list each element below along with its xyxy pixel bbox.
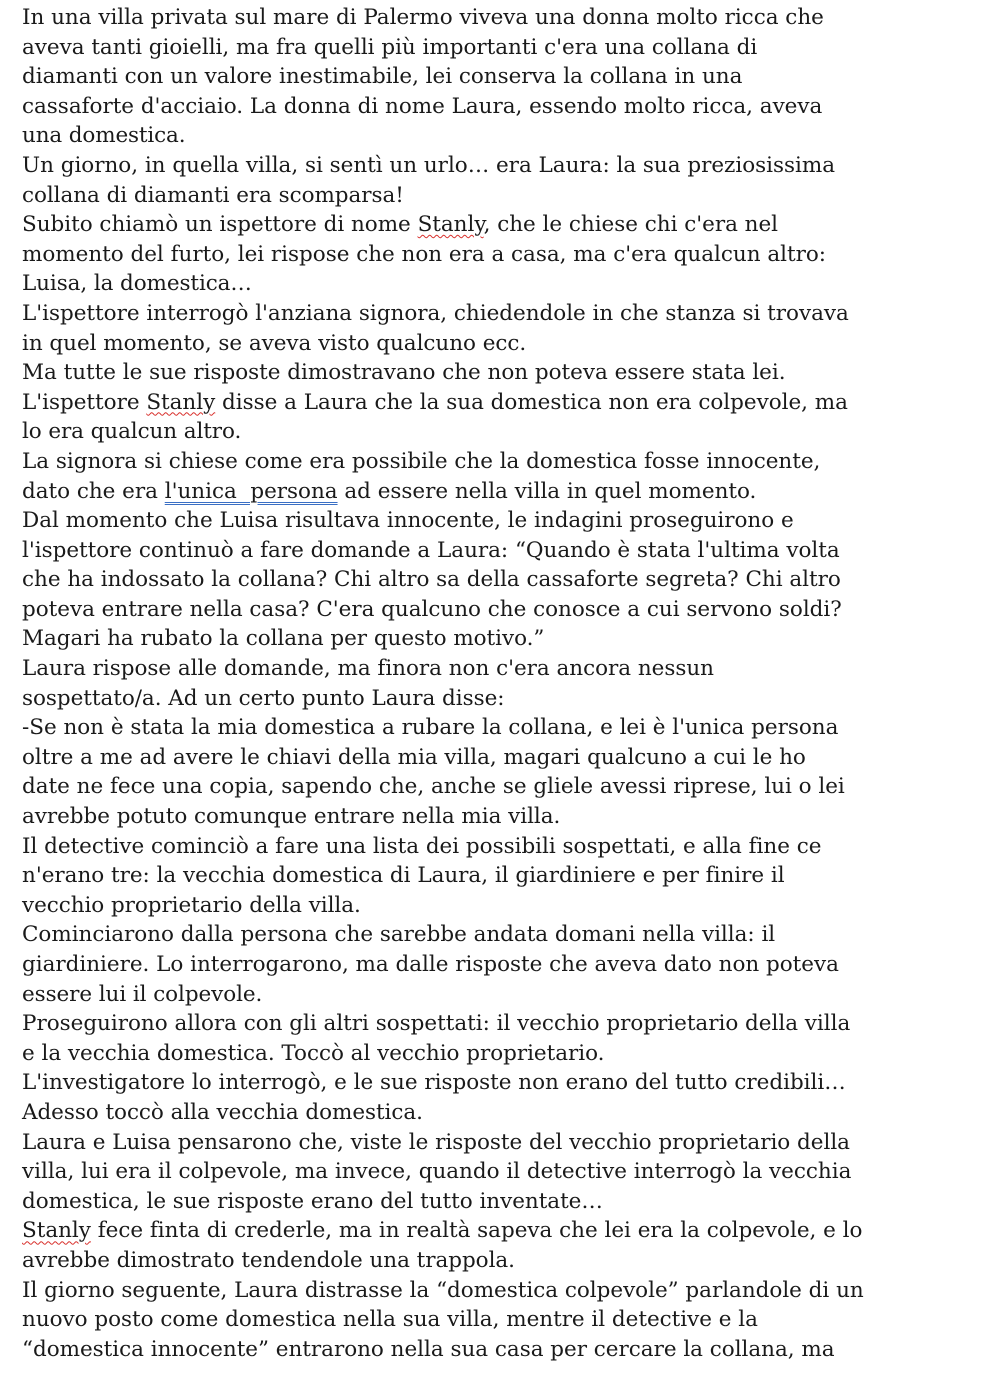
text-run: date ne fece una copia, sapendo che, anche se gliele avessi riprese, lui o lei	[22, 774, 845, 800]
text-run: una domestica.	[22, 123, 186, 149]
text-run: “domestica innocente” entrarono nella sua casa per cercare la collana, ma	[22, 1336, 835, 1362]
spelling-error-word: Stanly	[146, 389, 216, 415]
text-run: , che le chiese chi c'era nel	[483, 212, 779, 238]
text-run: dato che era	[22, 478, 165, 504]
text-line	[22, 624, 992, 654]
text-line	[22, 477, 992, 507]
text-line	[22, 1157, 992, 1187]
text-run: essere lui il colpevole.	[22, 981, 263, 1007]
grammar-flag-phrase: l'unica persona	[164, 478, 338, 504]
text-run: oltre a me ad avere le chiavi della mia villa, magari qualcuno a cui le ho	[22, 744, 806, 770]
text-run: avrebbe potuto comunque entrare nella mia villa.	[22, 804, 561, 830]
text-run: Subito chiamò un ispettore di nome	[22, 212, 418, 238]
paragraph	[22, 299, 992, 358]
paragraph	[22, 1098, 992, 1128]
text-run: che ha indossato la collana? Chi altro sa della cassaforte segreta? Chi altro	[22, 567, 841, 593]
text-run: giardiniere. Lo interrogarono, ma dalle risposte che aveva dato non poteva	[22, 952, 839, 977]
text-run: e la vecchia domestica. Toccò al vecchio proprietario.	[22, 1040, 605, 1066]
text-line	[22, 1039, 992, 1069]
text-line	[22, 891, 992, 921]
text-run: Il giorno seguente, Laura distrasse la “domestica colpevole” parlandole di un	[22, 1277, 864, 1303]
paragraph	[22, 920, 992, 1009]
paragraph	[22, 3, 992, 151]
paragraph	[22, 388, 992, 447]
paragraph	[22, 654, 992, 713]
text-line	[22, 1305, 992, 1335]
text-line	[22, 210, 992, 240]
text-run: ad essere nella villa in quel momento.	[337, 478, 757, 504]
text-line	[22, 980, 992, 1010]
paragraph	[22, 358, 992, 388]
text-line	[22, 1276, 992, 1306]
text-line	[22, 920, 992, 950]
text-run: Laura rispose alle domande, ma finora non c'era ancora nessun	[22, 656, 714, 682]
text-run: nuovo posto come domestica nella sua villa, mentre il detective e la	[22, 1307, 758, 1333]
text-run: n'erano tre: la vecchia domestica di Laura, il giardiniere e per finire il	[22, 863, 785, 889]
text-run: lo era qualcun altro.	[22, 419, 242, 445]
text-line	[22, 329, 992, 359]
text-line	[22, 595, 992, 625]
text-line	[22, 33, 992, 63]
text-run: Il detective cominciò a fare una lista dei possibili sospettati, e alla fine ce	[22, 833, 822, 859]
text-run: diamanti con un valore inestimabile, lei conserva la collana in una	[22, 64, 743, 90]
text-line	[22, 447, 992, 477]
text-run: -Se non è stata la mia domestica a rubare la collana, e lei è l'unica persona	[22, 715, 839, 741]
paragraph	[22, 210, 992, 299]
text-run: fece finta di crederle, ma in realtà sapeva che lei era la colpevole, e lo	[90, 1218, 863, 1244]
paragraph	[22, 713, 992, 831]
spelling-error-word: Stanly	[22, 1218, 91, 1244]
text-line	[22, 388, 992, 418]
text-line	[22, 861, 992, 891]
text-line	[22, 743, 992, 773]
text-run: Ma tutte le sue risposte dimostravano che non poteva essere stata lei.	[22, 360, 786, 386]
text-line	[22, 151, 992, 181]
text-run: villa, lui era il colpevole, ma invece, quando il detective interrogò la vecchia	[22, 1159, 852, 1185]
text-run: L'investigatore lo interrogò, e le sue risposte non erano del tutto credibili…	[22, 1070, 846, 1096]
text-line	[22, 1187, 992, 1217]
text-line	[22, 417, 992, 447]
text-line	[22, 565, 992, 595]
text-run: Magari ha rubato la collana per questo motivo.”	[22, 626, 545, 652]
paragraph	[22, 447, 992, 506]
text-run: Un giorno, in quella villa, si sentì un urlo… era Laura: la sua preziosissima	[22, 152, 835, 178]
text-line	[22, 684, 992, 714]
text-run: aveva tanti gioielli, ma fra quelli più importanti c'era una collana di	[22, 34, 758, 60]
text-run: disse a Laura che la sua domestica non era colpevole, ma	[215, 389, 848, 415]
document-body	[22, 3, 992, 1364]
text-run: sospettato/a. Ad un certo punto Laura disse:	[22, 685, 505, 711]
text-line	[22, 240, 992, 270]
text-run: La signora si chiese come era possibile che la domestica fosse innocente,	[22, 448, 821, 474]
text-run: In una villa privata sul mare di Palermo viveva una donna molto ricca che	[22, 5, 824, 30]
text-run: avrebbe dimostrato tendendole una trappola.	[22, 1247, 515, 1273]
text-run: Laura e Luisa pensarono che, viste le risposte del vecchio proprietario della	[22, 1129, 850, 1155]
paragraph	[22, 832, 992, 921]
text-line	[22, 832, 992, 862]
text-run: domestica, le sue risposte erano del tutto inventate…	[22, 1188, 603, 1214]
text-line	[22, 181, 992, 211]
text-run: collana di diamanti era scomparsa!	[22, 182, 404, 208]
text-run: cassaforte d'acciaio. La donna di nome Laura, essendo molto ricca, aveva	[22, 93, 823, 119]
paragraph	[22, 151, 992, 210]
paragraph	[22, 1009, 992, 1068]
text-run: Dal momento che Luisa risultava innocente, le indagini proseguirono e	[22, 508, 794, 534]
text-line	[22, 3, 992, 33]
text-line	[22, 802, 992, 832]
text-run: in quel momento, se aveva visto qualcuno ecc.	[22, 330, 527, 356]
text-line	[22, 1246, 992, 1276]
text-run: L'ispettore	[22, 389, 147, 415]
text-line	[22, 1068, 992, 1098]
text-line	[22, 121, 992, 151]
text-line	[22, 654, 992, 684]
text-line	[22, 713, 992, 743]
text-line	[22, 1009, 992, 1039]
paragraph	[22, 1276, 992, 1365]
text-run: vecchio proprietario della villa.	[22, 892, 361, 918]
text-line	[22, 950, 992, 980]
text-line	[22, 1098, 992, 1128]
paragraph	[22, 1128, 992, 1217]
text-line	[22, 772, 992, 802]
text-line	[22, 92, 992, 122]
text-run: Cominciarono dalla persona che sarebbe andata domani nella villa: il	[22, 922, 776, 948]
text-line	[22, 506, 992, 536]
paragraph	[22, 1068, 992, 1098]
text-line	[22, 1335, 992, 1365]
text-run: Luisa, la domestica…	[22, 271, 252, 297]
text-run: Adesso toccò alla vecchia domestica.	[22, 1099, 423, 1125]
text-line	[22, 269, 992, 299]
text-line	[22, 358, 992, 388]
text-line	[22, 62, 992, 92]
paragraph	[22, 506, 992, 654]
spelling-error-word: Stanly	[417, 212, 484, 238]
text-run: poteva entrare nella casa? C'era qualcuno che conosce a cui servono soldi?	[22, 596, 842, 622]
paragraph	[22, 1216, 992, 1275]
text-run: Proseguirono allora con gli altri sospettati: il vecchio proprietario della villa	[22, 1011, 851, 1037]
text-run: momento del furto, lei rispose che non era a casa, ma c'era qualcun altro:	[22, 241, 826, 267]
text-line	[22, 1128, 992, 1158]
text-line	[22, 1216, 992, 1246]
text-run: L'ispettore interrogò l'anziana signora, chiedendole in che stanza si trovava	[22, 300, 849, 326]
text-line	[22, 299, 992, 329]
text-line	[22, 536, 992, 566]
text-run: l'ispettore continuò a fare domande a Laura: “Quando è stata l'ultima volta	[22, 537, 840, 563]
